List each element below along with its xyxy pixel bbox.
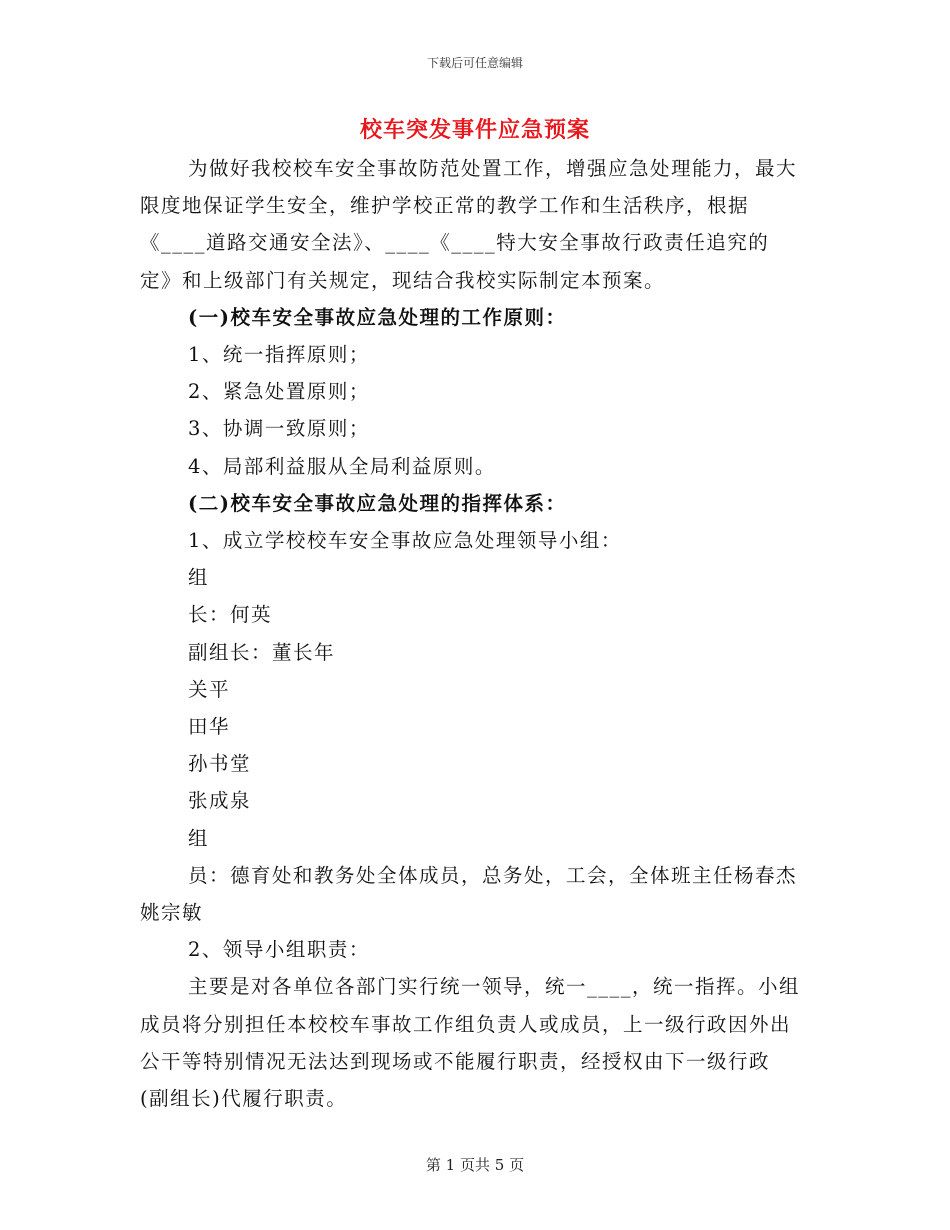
- principle-item: 1、统一指挥原则；: [188, 343, 370, 367]
- group-leader-label: 组: [188, 566, 210, 590]
- section-heading-principles: (一)校车安全事故应急处理的工作原则：: [188, 305, 567, 329]
- deputy-leader: 副组长：董长年: [188, 640, 336, 664]
- principle-item: 3、协调一致原则；: [188, 417, 370, 441]
- command-item: 1、成立学校校车安全事故应急处理领导小组：: [188, 529, 622, 553]
- principle-item: 4、局部利益服从全局利益原则。: [188, 454, 496, 478]
- document-title: 校车突发事件应急预案: [359, 117, 590, 143]
- deputy-name: 张成泉: [188, 789, 252, 813]
- duties-paragraph: 主要是对各单位各部门实行统一领导，统一____，统一指挥。小组成员将分别担任本校校车事故工作组负责人或成员，上一级行政因外出公干等特别情况无法达到现场或不能履行职责，经授权由下一级行政(副组长)代履行职责。: [140, 975, 801, 1111]
- deputy-name: 关平: [188, 677, 231, 701]
- group-leader: 长：何英: [188, 603, 273, 627]
- deputy-name: 孙书堂: [188, 752, 252, 776]
- principle-item: 2、紧急处置原则；: [188, 380, 370, 404]
- header-note: 下载后可任意编辑: [426, 56, 523, 70]
- intro-paragraph: 为做好我校校车安全事故防范处置工作，增强应急处理能力，最大限度地保证学生安全，维护学校正常的教学工作和生活秩序，根据《____道路交通安全法》、____《____特大安全事故行政责任追究的定》和上级部门有关规定，现结合我校实际制定本预案。: [140, 157, 798, 292]
- group-members-label: 组: [188, 826, 210, 850]
- command-item: 2、领导小组职责：: [188, 938, 370, 962]
- group-members: 员：德育处和教务处全体成员，总务处，工会，全体班主任杨春杰姚宗敏: [140, 863, 798, 925]
- page-footer: 第 1 页共 5 页: [425, 1156, 525, 1174]
- document-body: [140, 150, 800, 1117]
- deputy-name: 田华: [188, 715, 231, 739]
- section-heading-command: (二)校车安全事故应急处理的指挥体系：: [188, 491, 567, 515]
